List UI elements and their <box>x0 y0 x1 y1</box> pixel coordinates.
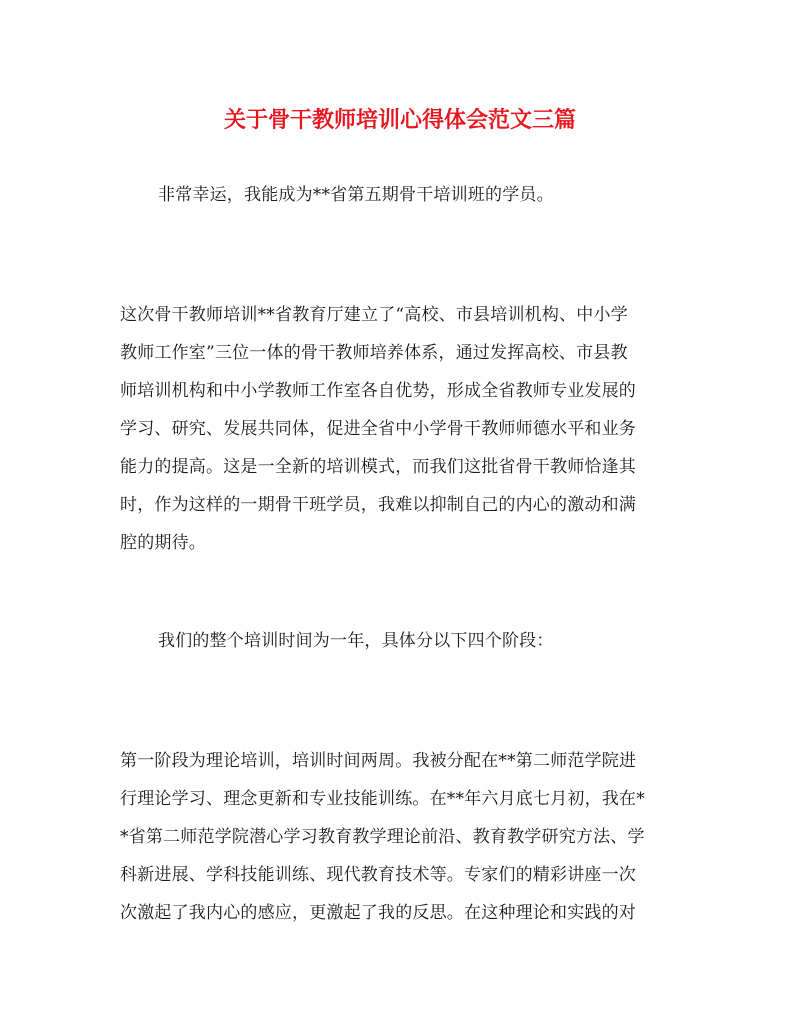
document-title: 关于骨干教师培训心得体会范文三篇 <box>223 107 576 133</box>
paragraph-line: *省第二师范学院潜心学习教育教学理论前沿、教育教学研究方法、学 <box>120 827 645 847</box>
paragraph-line: 教师工作室”三位一体的骨干教师培养体系，通过发挥高校、市县教 <box>120 343 628 363</box>
paragraph-line: 次激起了我内心的感应，更激起了我的反思。在这种理论和实践的对 <box>120 903 636 923</box>
paragraph-stage-one <box>120 742 680 932</box>
paragraph-line: 行理论学习、理念更新和专业技能训练。在**年六月底七月初，我在* <box>120 789 645 809</box>
paragraph-line: 能力的提高。这是一全新的培训模式，而我们这批省骨干教师恰逢其 <box>120 457 636 477</box>
paragraph-line: 学习、研究、发展共同体，促进全省中小学骨干教师师德水平和业务 <box>120 419 636 439</box>
paragraph-intro <box>120 176 718 214</box>
paragraph-line: 非常幸运，我能成为**省第五期骨干培训班的学员。 <box>158 185 554 205</box>
paragraph-line: 师培训机构和中小学教师工作室各自优势，形成全省教师专业发展的 <box>120 381 636 401</box>
paragraph-line: 这次骨干教师培训**省教育厅建立了“高校、市县培训机构、中小学 <box>120 305 628 325</box>
paragraph-line: 我们的整个培训时间为一年，具体分以下四个阶段： <box>158 631 554 651</box>
paragraph-line: 科新进展、学科技能训练、现代教育技术等。专家们的精彩讲座一次 <box>120 865 636 885</box>
paragraph-line: 时，作为这样的一期骨干班学员，我难以抑制自己的内心的激动和满 <box>120 495 636 515</box>
paragraph-training-system <box>120 296 680 562</box>
paragraph-stages-intro <box>120 622 718 660</box>
paragraph-line: 腔的期待。 <box>120 533 206 553</box>
paragraph-line: 第一阶段为理论培训，培训时间两周。我被分配在**第二师范学院进 <box>120 751 637 771</box>
